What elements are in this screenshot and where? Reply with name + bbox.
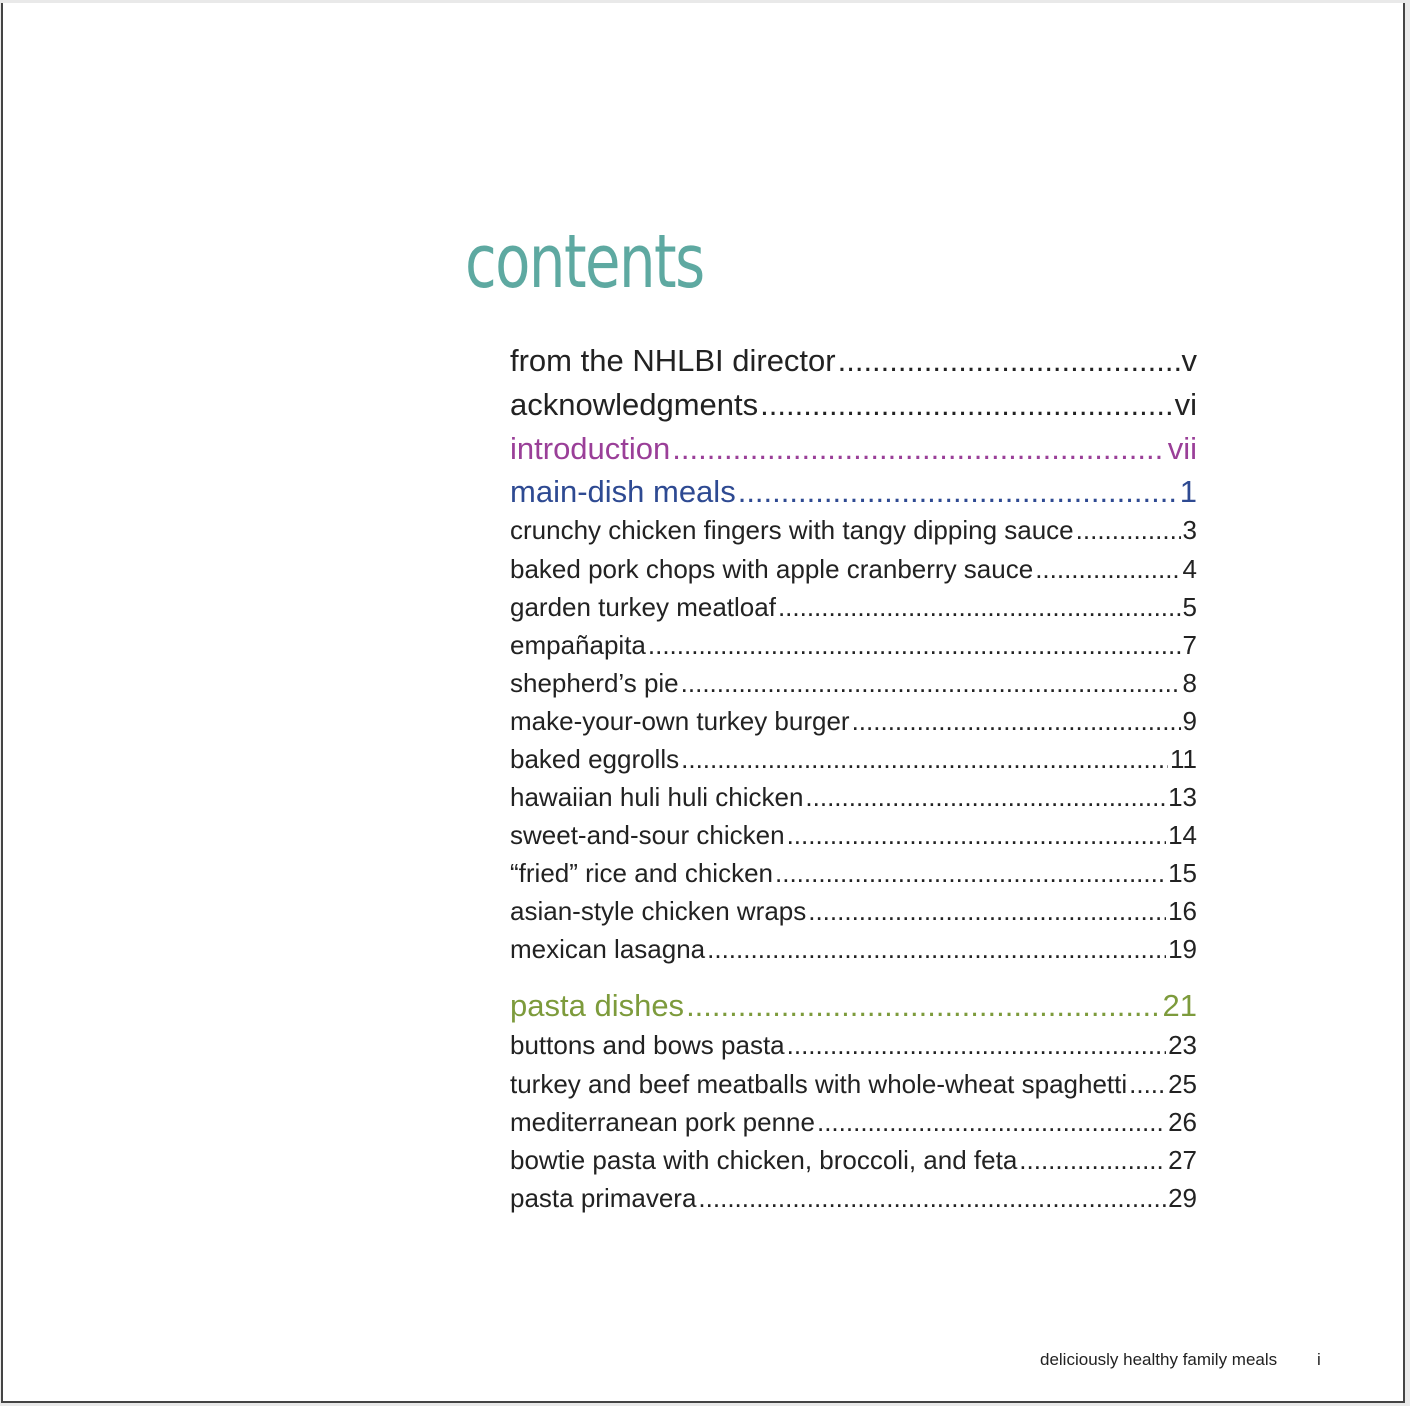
- toc-entry-label: baked eggrolls: [510, 744, 680, 774]
- toc-entry-label: hawaiian huli huli chicken: [510, 782, 804, 812]
- toc-entry-label: garden turkey meatloaf: [510, 592, 776, 622]
- toc-entry-label: mediterranean pork penne: [510, 1107, 815, 1137]
- toc-entry-page-number: 5: [1182, 592, 1197, 622]
- toc-dot-leader: [686, 988, 1160, 1024]
- toc-entry: [510, 820, 1197, 858]
- toc-entry-page-number: 23: [1168, 1030, 1197, 1060]
- toc-dot-leader: [1076, 515, 1181, 546]
- toc-entry: [510, 744, 1197, 782]
- toc-entry-page-number: 8: [1182, 668, 1197, 698]
- toc-entry-label: mexican lasagna: [510, 934, 706, 964]
- toc-dot-leader: [698, 1183, 1166, 1214]
- toc-entry-page-number: 14: [1168, 820, 1197, 850]
- toc-entry-label: baked pork chops with apple cranberry sauce: [510, 554, 1034, 584]
- footer-title: deliciously healthy family meals: [1040, 1350, 1278, 1369]
- toc-entry: [510, 934, 1197, 972]
- toc-entry: [510, 858, 1197, 896]
- footer-page-number: i: [1317, 1350, 1321, 1369]
- toc-entry-page-number: 1: [1179, 474, 1197, 509]
- toc-entry-label: “fried” rice and chicken: [510, 858, 773, 888]
- toc-dot-leader: [817, 1107, 1166, 1138]
- toc-entry-label: sweet-and-sour chicken: [510, 820, 785, 850]
- toc-entry-label: make-your-own turkey burger: [510, 706, 850, 736]
- toc-entry: [510, 1107, 1197, 1145]
- toc-entry-label: introduction: [510, 431, 671, 466]
- toc-entry-page-number: 15: [1168, 858, 1197, 888]
- toc-dot-leader: [672, 431, 1165, 467]
- toc-entry: [510, 630, 1197, 668]
- toc-entry: [510, 896, 1197, 934]
- toc-entry: [510, 706, 1197, 744]
- toc-entry-label: pasta dishes: [510, 988, 685, 1023]
- toc-entry-label: asian-style chicken wraps: [510, 896, 807, 926]
- toc-dot-leader: [681, 744, 1168, 775]
- toc-dot-leader: [852, 706, 1181, 737]
- toc-entry-label: buttons and bows pasta: [510, 1030, 785, 1060]
- toc-entry-label: empañapita: [510, 630, 646, 660]
- toc-entry: [510, 1030, 1197, 1068]
- toc-dot-leader: [1129, 1069, 1166, 1100]
- toc-entry-page-number: 25: [1168, 1069, 1197, 1099]
- toc-dot-leader: [738, 474, 1178, 510]
- toc-entry: [510, 387, 1197, 430]
- toc-entry: [510, 343, 1197, 386]
- toc-entry-label: main-dish meals: [510, 474, 736, 509]
- toc-dot-leader: [787, 1030, 1166, 1061]
- toc-dot-leader: [1035, 554, 1180, 585]
- toc-entry-page-number: 26: [1168, 1107, 1197, 1137]
- toc-dot-leader: [760, 387, 1172, 423]
- toc-dot-leader: [778, 592, 1181, 623]
- toc-entry-page-number: v: [1181, 343, 1197, 378]
- toc-entry-page-number: 7: [1182, 630, 1197, 660]
- document-page: [1, 3, 1405, 1403]
- toc-entry: [510, 1183, 1197, 1221]
- page-title: contents: [465, 219, 704, 305]
- toc-entry-label: crunchy chicken fingers with tangy dipping sauce: [510, 515, 1074, 545]
- toc-entry-label: bowtie pasta with chicken, broccoli, and feta: [510, 1145, 1018, 1175]
- toc-entry-page-number: vi: [1174, 387, 1197, 422]
- toc-entry-page-number: 19: [1168, 934, 1197, 964]
- toc-entry: [510, 592, 1197, 630]
- toc-entry-label: pasta primavera: [510, 1183, 697, 1213]
- toc-entry-page-number: 9: [1182, 706, 1197, 736]
- toc-dot-leader: [808, 896, 1166, 927]
- toc-entry: [510, 782, 1197, 820]
- toc-entry-page-number: vii: [1167, 431, 1197, 466]
- toc-entry-page-number: 11: [1170, 744, 1197, 774]
- toc-entry: [510, 515, 1197, 553]
- toc-dot-leader: [775, 858, 1166, 889]
- toc-entry: [510, 988, 1197, 1031]
- toc-entry-label: acknowledgments: [510, 387, 759, 422]
- toc-entry-page-number: 27: [1168, 1145, 1197, 1175]
- toc-entry-page-number: 3: [1182, 515, 1197, 545]
- toc-entry-page-number: 4: [1182, 554, 1197, 584]
- toc-dot-leader: [805, 782, 1166, 813]
- toc-dot-leader: [1019, 1145, 1166, 1176]
- toc-dot-leader: [787, 820, 1167, 851]
- toc-entry: [510, 554, 1197, 592]
- toc-entry: [510, 431, 1197, 474]
- toc-dot-leader: [648, 630, 1181, 661]
- toc-entry-label: turkey and beef meatballs with whole-wheat spaghetti: [510, 1069, 1128, 1099]
- toc-entry-page-number: 13: [1168, 782, 1197, 812]
- toc-entry-page-number: 16: [1168, 896, 1197, 926]
- toc-dot-leader: [838, 343, 1180, 379]
- toc-entry-label: from the NHLBI director: [510, 343, 836, 378]
- toc-dot-leader: [707, 934, 1166, 965]
- toc-entry: [510, 1145, 1197, 1183]
- toc-entry: [510, 1069, 1197, 1107]
- toc-entry: [510, 668, 1197, 706]
- toc-entry-page-number: 29: [1168, 1183, 1197, 1213]
- toc-entry-page-number: 21: [1162, 988, 1197, 1023]
- toc-entry: [510, 474, 1197, 517]
- toc-entry-label: shepherd’s pie: [510, 668, 679, 698]
- toc-dot-leader: [681, 668, 1181, 699]
